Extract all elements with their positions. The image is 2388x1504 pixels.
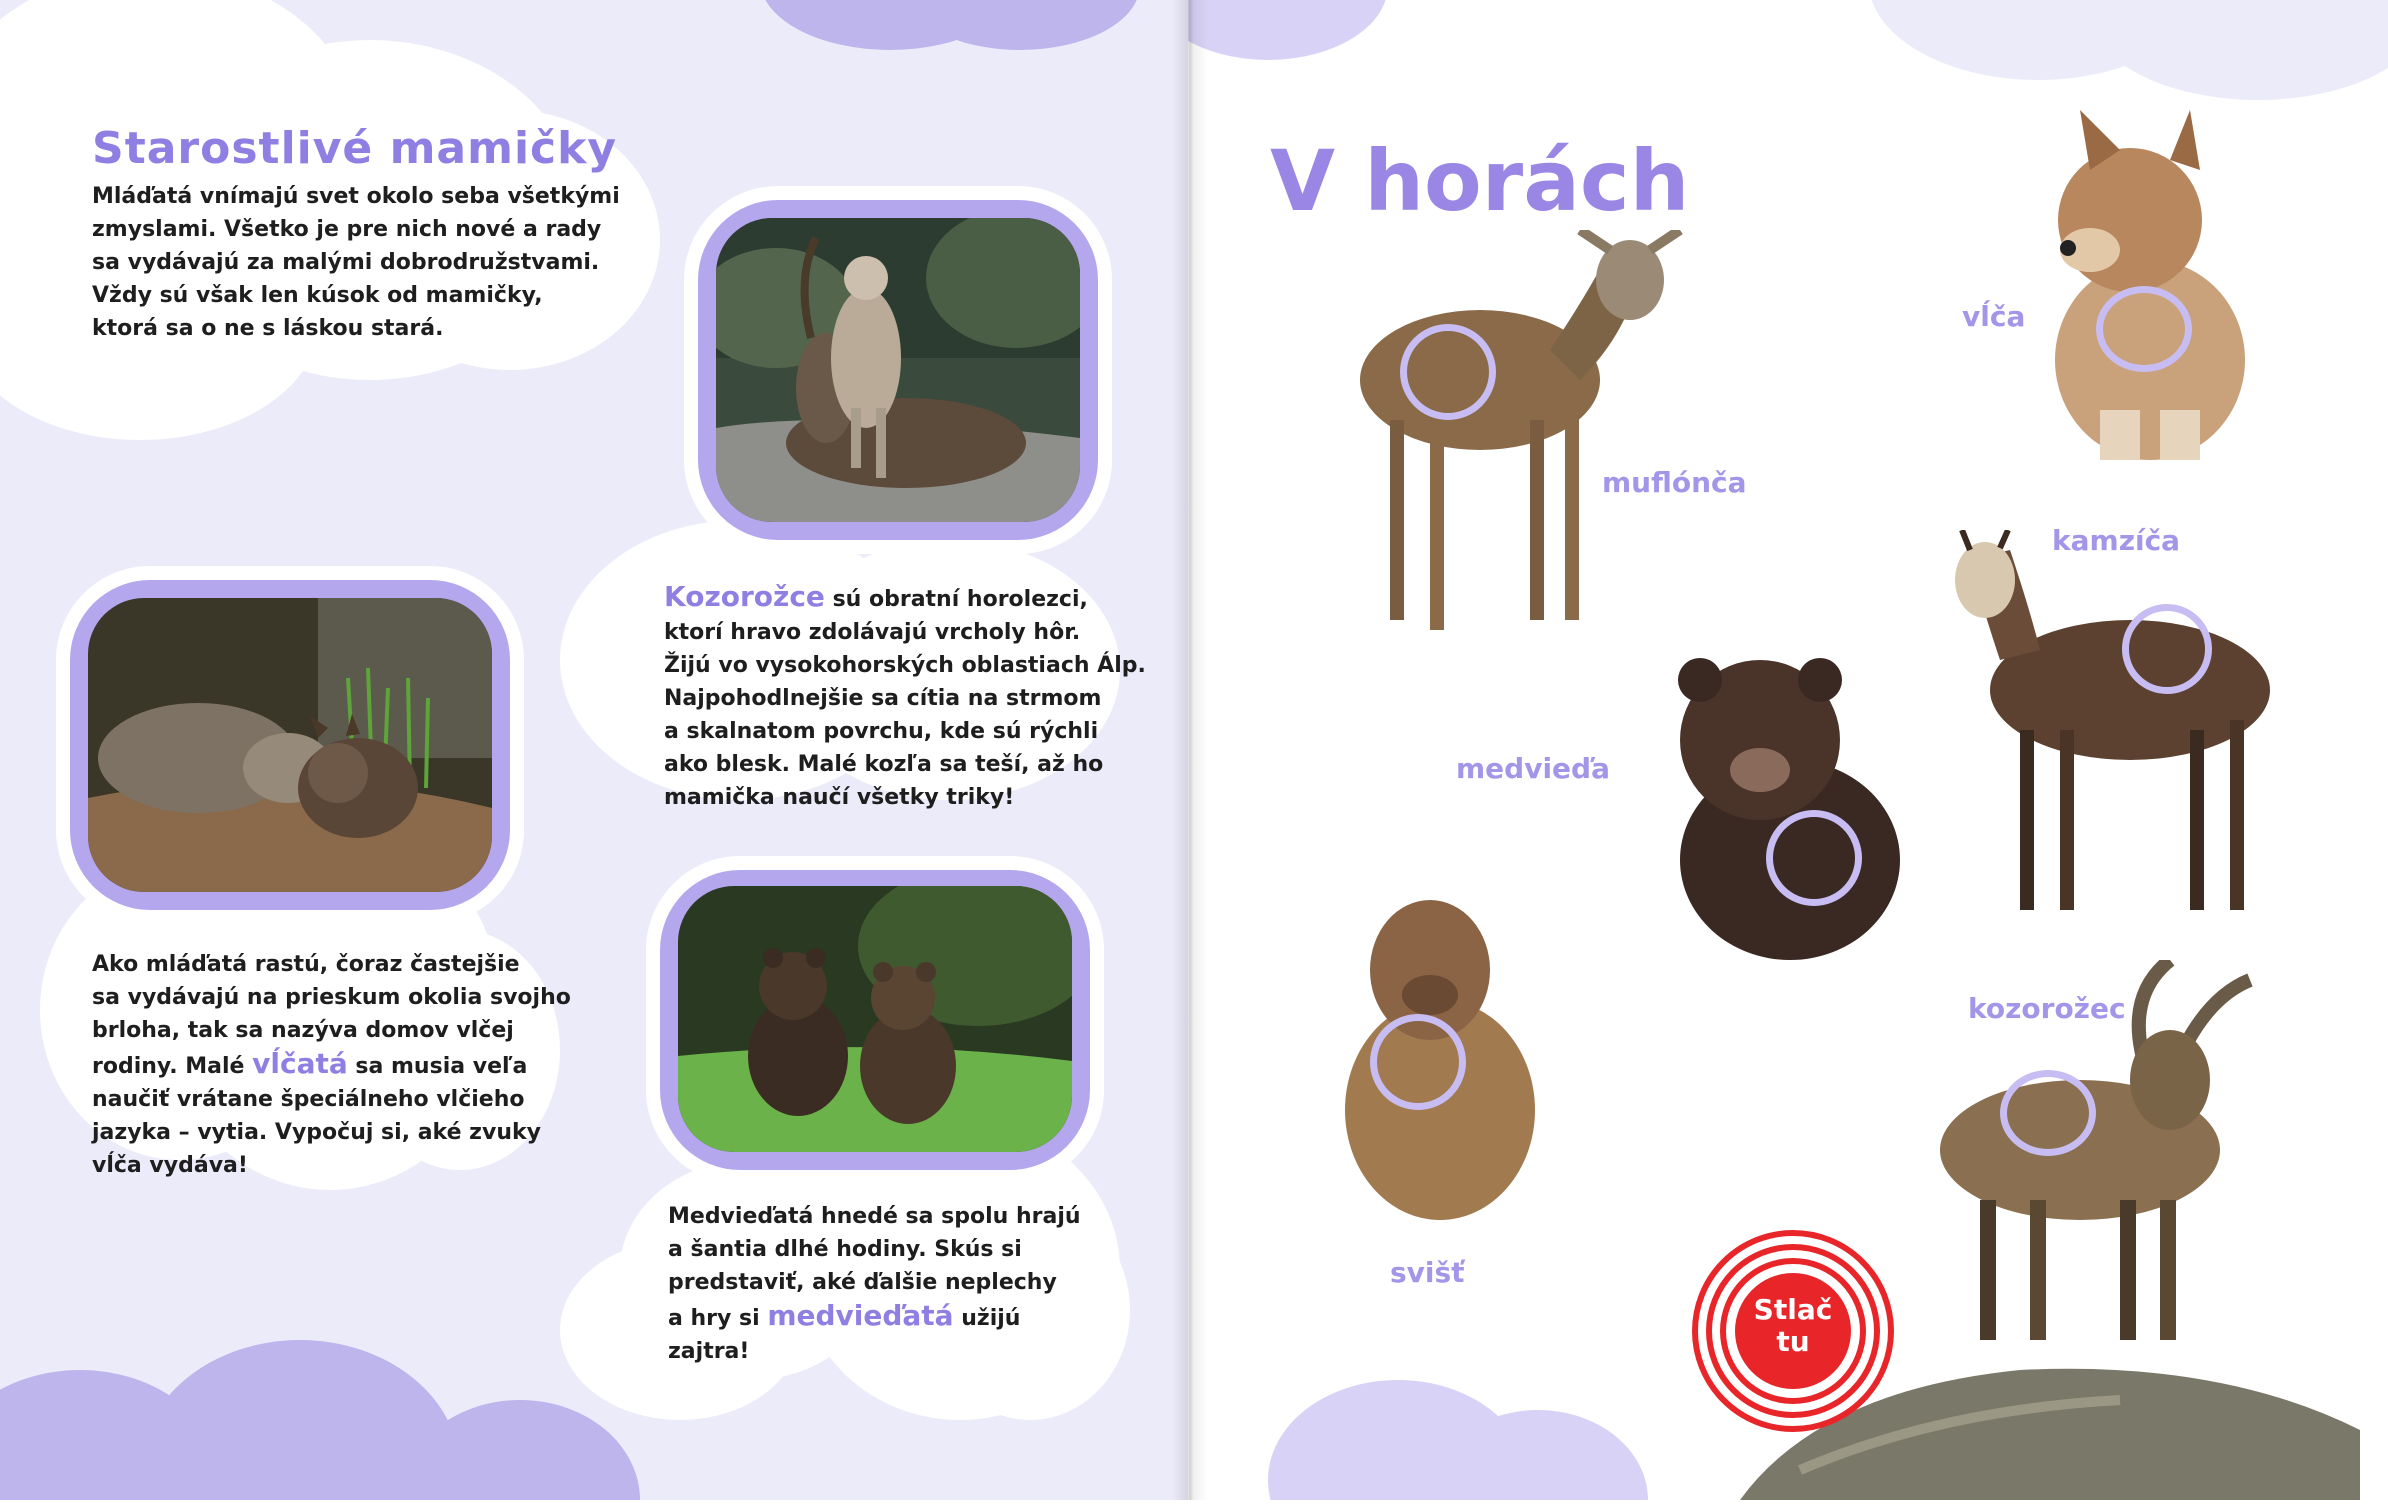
page-title-right: V horách <box>1270 132 1690 231</box>
book-spine <box>1172 0 1208 1500</box>
ibex-mother-photo <box>716 218 1080 522</box>
wolf-before: Ako mláďatá rastú, čoraz častejšie sa vydávajú na prieskum okolia svojho brloha, tak sa nazýva domov vlčej rodiny. Malé <box>92 952 571 1079</box>
bear-sound-ring[interactable] <box>1766 810 1862 906</box>
ibex-sound-ring[interactable] <box>2000 1070 2096 1156</box>
label-wolf: vĺča <box>1962 300 2026 333</box>
label-chamois: kamzíča <box>2052 524 2181 557</box>
ibex-rest: ktorí hravo zdolávajú vrcholy hôr. Žijú vo vysokohorských oblastiach Álp. Najpohodlnejšie sa cítia na strmom a skalnatom povrchu, kde sú rýchli ako blesk. Malé kozľa sa teší, až ho mamička naučí všetky triky! <box>664 620 1146 810</box>
chamois-sound-ring[interactable] <box>2122 604 2212 694</box>
ibex-paragraph <box>664 580 1146 814</box>
bear-before: Medvieďatá hnedé sa spolu hrajú a šantia dlhé hodiny. Skús si predstaviť, aké ďalšie neplechy a hry si <box>668 1204 1081 1331</box>
ibex-image[interactable] <box>1900 960 2280 1350</box>
label-muflon: muflónča <box>1602 466 1747 499</box>
ibex-line1: sú obratní horolezci, <box>824 587 1088 612</box>
press-here-line2: tu <box>1776 1325 1810 1358</box>
press-here-button[interactable] <box>1690 1228 1896 1434</box>
ibex-highlight: Kozorožce <box>664 580 825 613</box>
bear-cubs-photo <box>678 886 1072 1152</box>
label-marmot: svišť <box>1390 1256 1465 1289</box>
intro-paragraph: Mláďatá vnímajú svet okolo seba všetkými zmyslami. Všetko je pre nich nové a rady sa vydávajú za malými dobrodružstvami. Vždy sú však len kúsok od mamičky, ktorá sa o ne s láskou stará. <box>92 184 620 341</box>
wolf-sound-ring[interactable] <box>2096 286 2192 372</box>
muflon-sound-ring[interactable] <box>1400 324 1496 420</box>
label-ibex: kozorožec <box>1968 992 2126 1025</box>
muflon-image[interactable] <box>1310 230 1690 640</box>
chamois-image[interactable] <box>1920 530 2290 930</box>
press-here-line1: Stlač <box>1753 1293 1833 1326</box>
press-here-label <box>1690 1294 1896 1358</box>
label-bear: medvieďa <box>1456 752 1610 785</box>
wolf-paragraph <box>92 948 571 1182</box>
bear-cub-image[interactable] <box>1660 640 1910 970</box>
marmot-sound-ring[interactable] <box>1370 1014 1466 1110</box>
bear-paragraph <box>668 1200 1081 1368</box>
wolf-after: sa musia veľa naučiť vrátane špeciálneho vlčieho jazyka – vytia. Vypočuj si, aké zvuky vĺča vydáva! <box>92 1054 541 1178</box>
wolf-mother-photo <box>88 598 492 892</box>
bear-highlight: medvieďatá <box>767 1299 954 1332</box>
wolf-highlight: vĺčatá <box>252 1047 348 1080</box>
bear-after: užijú zajtra! <box>668 1306 1021 1364</box>
page-title-left: Starostlivé mamičky <box>92 123 618 175</box>
